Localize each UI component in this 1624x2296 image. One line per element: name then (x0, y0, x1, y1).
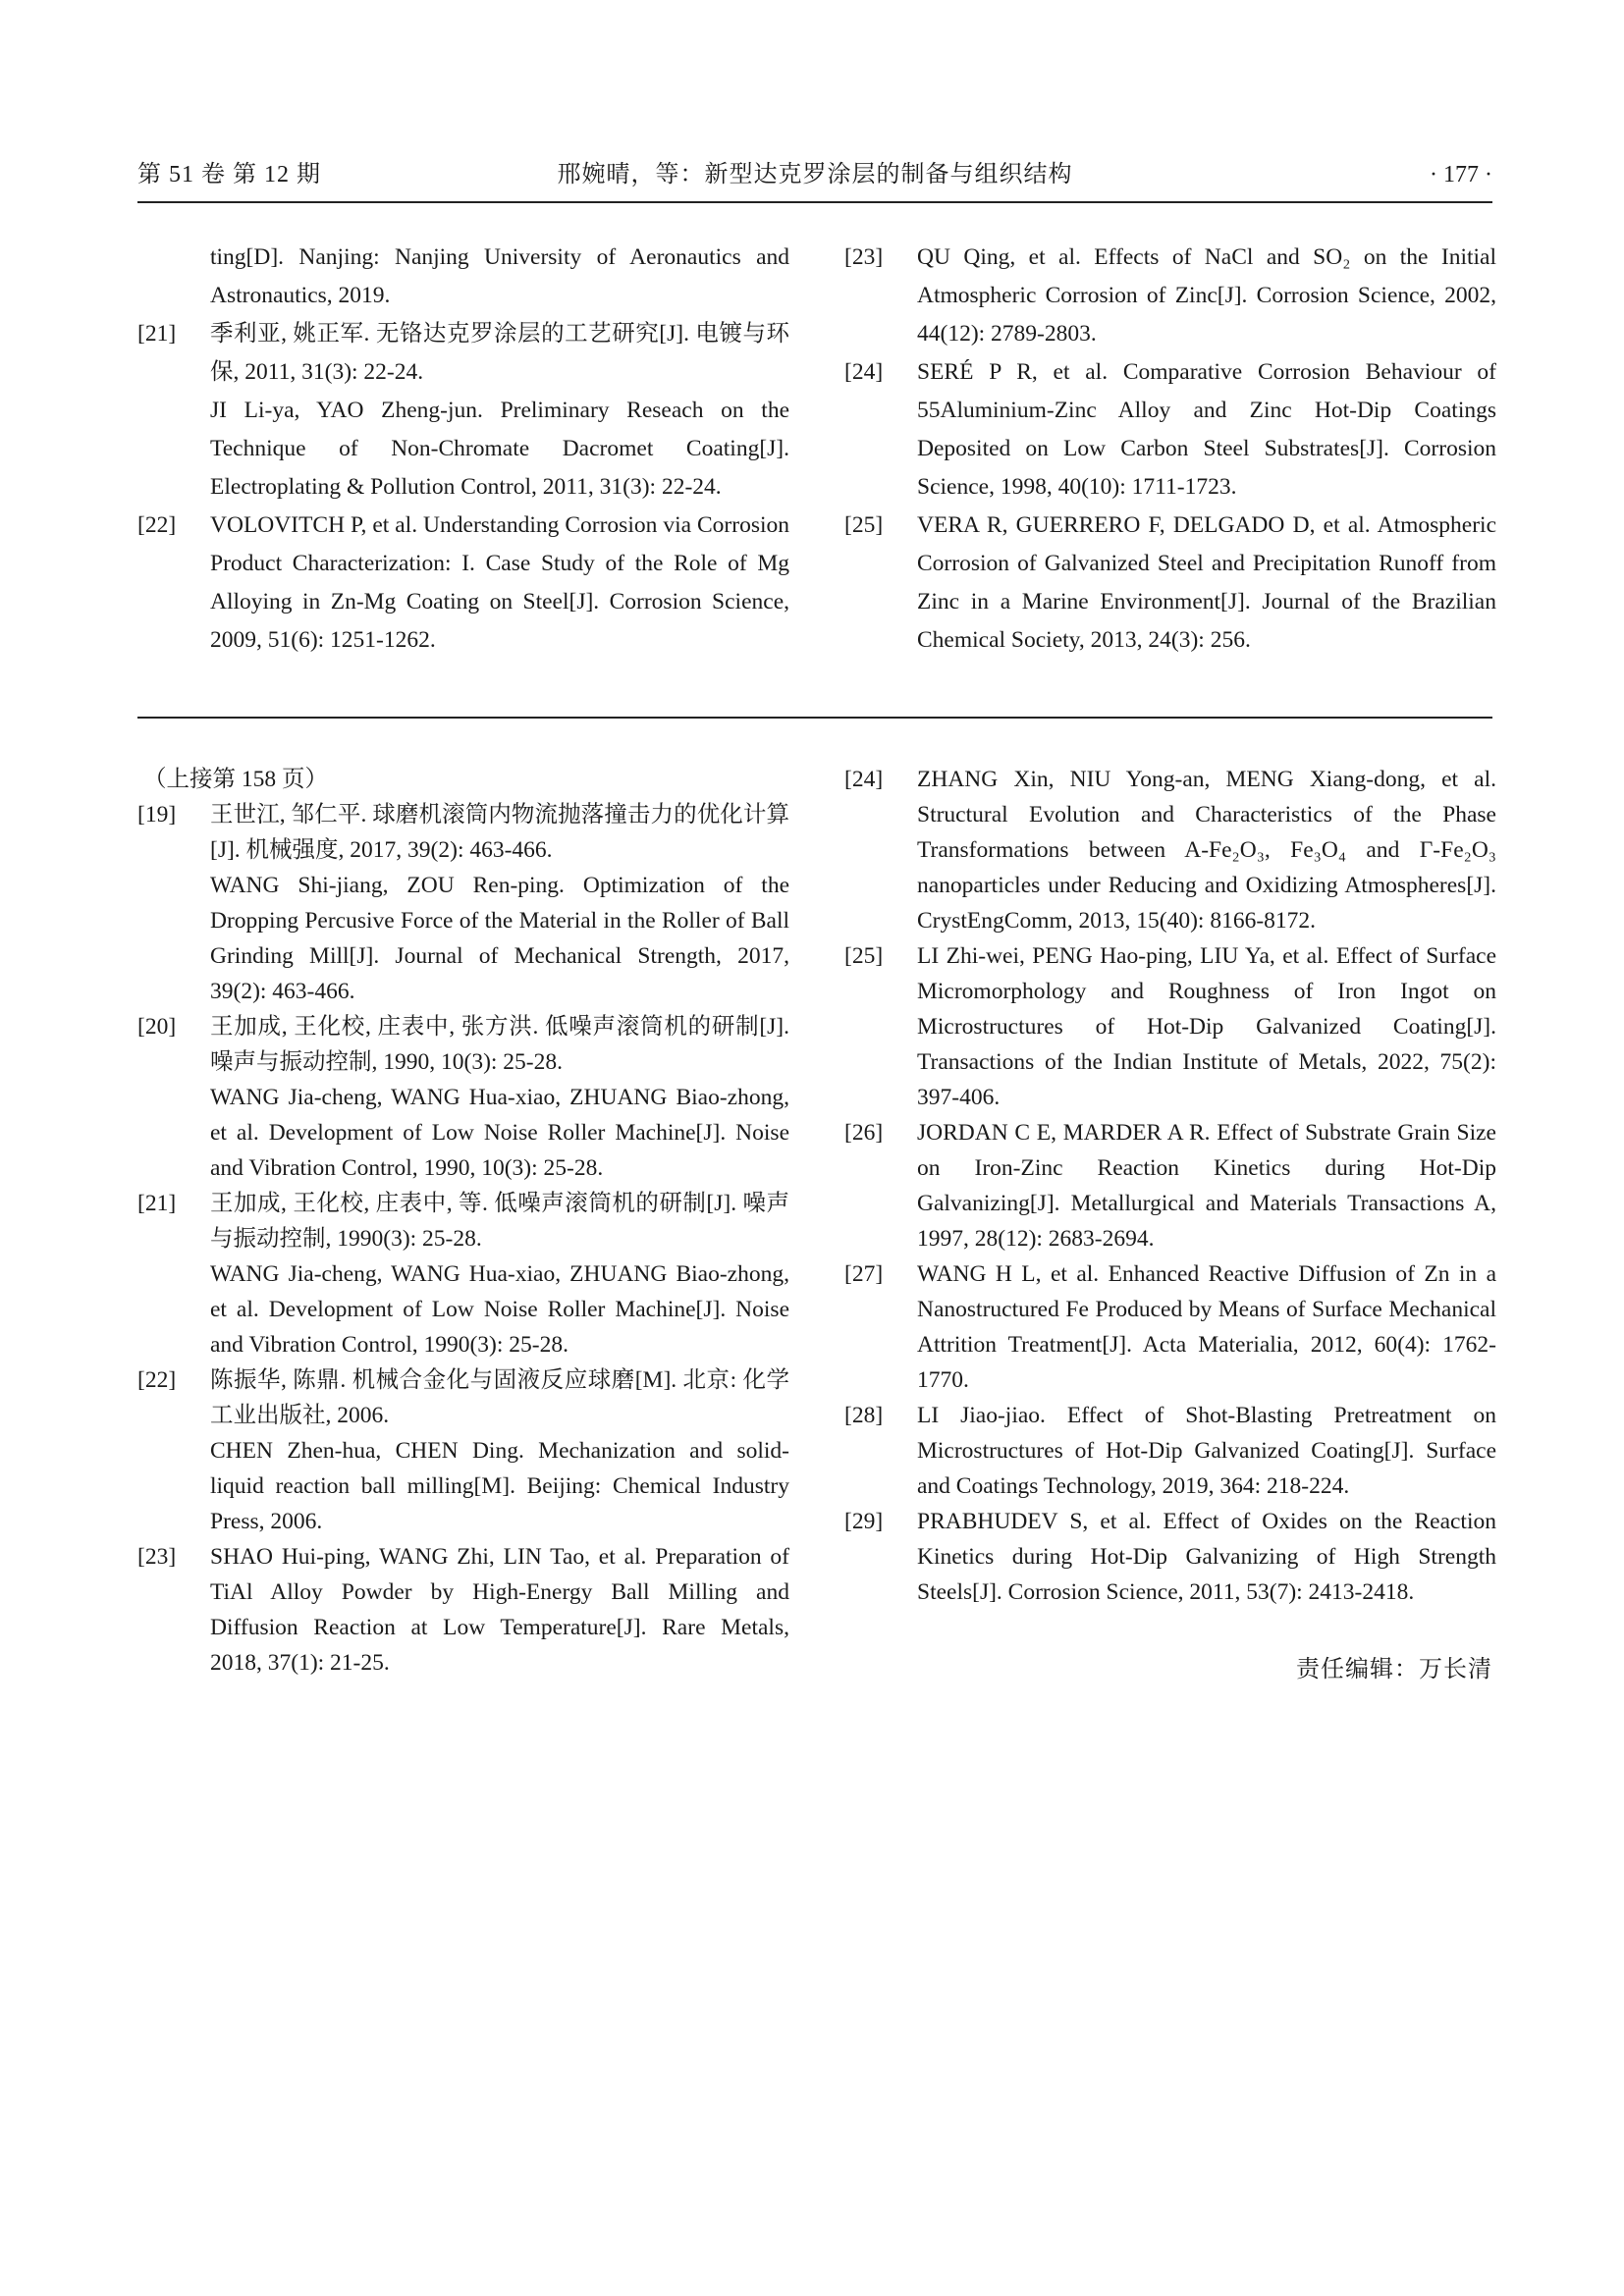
reference-entry: PRABHUDEV S, et al. Effect of Oxides on the Reaction Kinetics during Hot-Dip Galvanizing of High Strength Steels[J]. Corrosion Science, 2011, 53(7): 2413-2418. (917, 1509, 1496, 1605)
reference-entry: QU Qing, et al. Effects of NaCl and SO₂ on the Initial Atmospheric Corrosion of Zinc[J]. Corrosion Science, 2002, 44(12): 2789-2803. (917, 244, 1496, 347)
reference-text (210, 507, 789, 660)
reference-entry: 王世江, 邹仁平. 球磨机滚筒内物流抛落撞击力的优化计算[J]. 机械强度, 2017, 39(2): 463-466. (210, 802, 789, 863)
reference-item (844, 1398, 1496, 1504)
reference-entry: CHEN Zhen-hua, CHEN Ding. Mechanization and solid-liquid reaction ball milling[M]. Beijing: Chemical Industry Press, 2006. (210, 1438, 789, 1534)
continued-from-note: （上接第 158 页） (143, 767, 328, 792)
reference-number: [19] (137, 802, 177, 828)
header-rule (137, 201, 1492, 203)
reference-entry: VOLOVITCH P, et al. Understanding Corrosion via Corrosion Product Characterization: I. Case Study of the Role of Mg Alloying in Zn-Mg Coating on Steel[J]. Corrosion Science, 2009, 51(6): 1251-1262. (210, 512, 789, 653)
reference-item (137, 1362, 789, 1539)
reference-text (917, 762, 1496, 938)
reference-text (917, 507, 1496, 660)
reference-entry: 王加成, 王化校, 庄表中, 张方洪. 低噪声滚筒机的研制[J]. 噪声与振动控制, 1990, 10(3): 25-28. (210, 1014, 789, 1075)
reference-entry: JORDAN C E, MARDER A R. Effect of Substrate Grain Size on Iron-Zinc Reaction Kinetics during Hot-Dip Galvanizing[J]. Metallurgical and Materials Transactions A, 1997, 28(12): 2683-2694. (917, 1120, 1496, 1252)
reference-item (844, 239, 1496, 353)
reference-number: [28] (844, 1403, 884, 1428)
reference-number: [23] (844, 244, 884, 270)
reference-entry: LI Jiao-jiao. Effect of Shot-Blasting Pretreatment on Microstructures of Hot-Dip Galvanized Coating[J]. Surface and Coatings Technology, 2019, 364: 218-224. (917, 1403, 1496, 1499)
page-number: · 177 · (1430, 162, 1492, 187)
reference-text (917, 1398, 1496, 1504)
section-divider (137, 717, 1492, 719)
reference-number: [20] (137, 1014, 177, 1040)
reference-item (137, 1186, 789, 1362)
refs-section2-left (137, 762, 789, 1681)
running-header (137, 159, 1492, 198)
reference-entry: WANG Jia-cheng, WANG Hua-xiao, ZHUANG Biao-zhong, et al. Development of Low Noise Roller Machine[J]. Noise and Vibration Control, 1990(3): 25-28. (210, 1261, 789, 1358)
reference-text (917, 1256, 1496, 1398)
reference-entry: WANG Shi-jiang, ZOU Ren-ping. Optimization of the Dropping Percusive Force of the Material in the Roller of Ball Grinding Mill[J]. Journal of Mechanical Strength, 2017, 39(2): 463-466. (210, 873, 789, 1004)
reference-list (844, 762, 1496, 1610)
responsible-editor: 责任编辑：万长清 (1296, 1657, 1492, 1682)
reference-item (137, 797, 789, 1009)
reference-number: [29] (844, 1509, 884, 1534)
reference-entry: ZHANG Xin, NIU Yong-an, MENG Xiang-dong, et al. Structural Evolution and Characteristics of the Phase Transformations between A-Fe₂O₃, Fe₃O₄ and Γ-Fe₂O₃ nanoparticles under Reducing and Oxidizing Atmospheres[J]. CrystEngComm, 2013, 15(40): 8166-8172. (917, 767, 1496, 934)
reference-number: [24] (844, 767, 884, 792)
running-title: 邢婉晴，等：新型达克罗涂层的制备与组织结构 (557, 162, 1073, 187)
reference-entry: 陈振华, 陈鼎. 机械合金化与固液反应球磨[M]. 北京: 化学工业出版社, 2006. (210, 1367, 789, 1428)
reference-text (210, 797, 789, 1009)
reference-entry: 王加成, 王化校, 庄表中, 等. 低噪声滚筒机的研制[J]. 噪声与振动控制, 1990(3): 25-28. (210, 1191, 789, 1252)
reference-number: [23] (137, 1544, 177, 1570)
reference-item (137, 315, 789, 507)
reference-item (137, 1009, 789, 1186)
reference-number: [21] (137, 321, 177, 347)
reference-text (210, 1362, 789, 1539)
reference-entry: SHAO Hui-ping, WANG Zhi, LIN Tao, et al. Preparation of TiAl Alloy Powder by High-Energy Ball Milling and Diffusion Reaction at Low Temperature[J]. Rare Metals, 2018, 37(1): 21-25. (210, 1544, 789, 1676)
reference-number: [22] (137, 1367, 177, 1393)
reference-text (210, 1539, 789, 1681)
reference-number: [27] (844, 1261, 884, 1287)
reference-number: [21] (137, 1191, 177, 1216)
reference-text (210, 1009, 789, 1186)
reference-item (844, 938, 1496, 1115)
reference-entry: LI Zhi-wei, PENG Hao-ping, LIU Ya, et al. Effect of Surface Micromorphology and Roughness of Iron Ingot on Microstructures of Hot-Dip Galvanized Coating[J]. Transactions of the Indian Institute of Metals, 2022, 75(2): 397-406. (917, 943, 1496, 1110)
reference-number: [25] (844, 512, 884, 538)
reference-text (917, 1115, 1496, 1256)
reference-entry: VERA R, GUERRERO F, DELGADO D, et al. Atmospheric Corrosion of Galvanized Steel and Precipitation Runoff from Zinc in a Marine Environment[J]. Journal of the Brazilian Chemical Society, 2013, 24(3): 256. (917, 512, 1496, 653)
refs-section2-right (844, 762, 1496, 1610)
reference-number: [26] (844, 1120, 884, 1146)
reference-text (917, 353, 1496, 507)
reference-number: [25] (844, 943, 884, 969)
reference-text (210, 315, 789, 507)
reference-item (844, 1256, 1496, 1398)
reference-item (137, 507, 789, 660)
reference-entry: WANG H L, et al. Enhanced Reactive Diffusion of Zn in a Nanostructured Fe Produced by Means of Surface Mechanical Attrition Treatment[J]. Acta Materialia, 2012, 60(4): 1762-1770. (917, 1261, 1496, 1393)
reference-item (844, 1115, 1496, 1256)
reference-entry: SERÉ P R, et al. Comparative Corrosion Behaviour of 55Aluminium-Zinc Alloy and Zinc Hot-Dip Coatings Deposited on Low Carbon Steel Substrates[J]. Corrosion Science, 1998, 40(10): 1711-1723. (917, 359, 1496, 500)
refs-section1-right (844, 239, 1496, 660)
reference-list (844, 239, 1496, 660)
ref-continuation: ting[D]. Nanjing: Nanjing University of Aeronautics and Astronautics, 2019. (210, 244, 789, 308)
reference-text (210, 1186, 789, 1362)
reference-list (137, 797, 789, 1681)
refs-section1-left (137, 239, 789, 660)
reference-item (137, 1539, 789, 1681)
reference-number: [24] (844, 359, 884, 385)
reference-text (917, 1504, 1496, 1610)
reference-item (844, 507, 1496, 660)
reference-entry: JI Li-ya, YAO Zheng-jun. Preliminary Reseach on the Technique of Non-Chromate Dacromet Coating[J]. Electroplating & Pollution Control, 2011, 31(3): 22-24. (210, 398, 789, 500)
reference-item (844, 353, 1496, 507)
reference-item (844, 762, 1496, 938)
reference-entry: WANG Jia-cheng, WANG Hua-xiao, ZHUANG Biao-zhong, et al. Development of Low Noise Roller Machine[J]. Noise and Vibration Control, 1990, 10(3): 25-28. (210, 1085, 789, 1181)
reference-number: [22] (137, 512, 177, 538)
volume-issue: 第 51 卷 第 12 期 (137, 162, 321, 187)
reference-list (137, 315, 789, 660)
reference-entry: 季利亚, 姚正军. 无铬达克罗涂层的工艺研究[J]. 电镀与环保, 2011, 31(3): 22-24. (210, 321, 789, 385)
reference-text (917, 239, 1496, 353)
reference-item (844, 1504, 1496, 1610)
reference-text (917, 938, 1496, 1115)
